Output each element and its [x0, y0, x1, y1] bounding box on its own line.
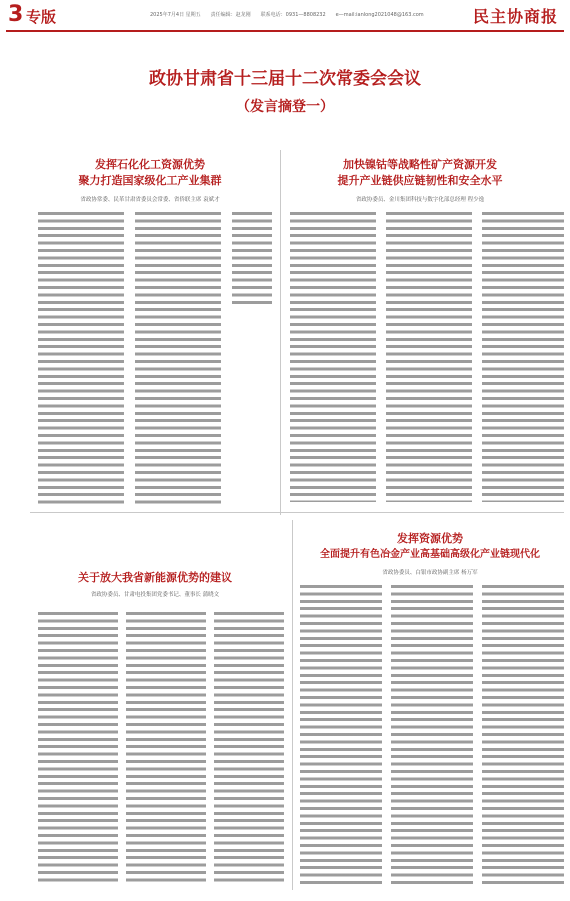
- article-1-body-column-3: [232, 212, 272, 308]
- article-3-title: 关于放大我省新能源优势的建议: [78, 571, 232, 584]
- page-subtitle: （发言摘登一）: [236, 99, 334, 115]
- article-2-title-line-1: 加快镍钴等战略性矿产资源开发: [343, 158, 497, 171]
- article-4-title-line-2: 全面提升有色冶金产业高基础高级化产业链现代化: [320, 549, 540, 560]
- column-divider: [280, 150, 281, 515]
- article-3-body-column-3: [214, 612, 284, 884]
- article-1-body-column-2: [135, 212, 221, 504]
- article-4-byline: 省政协委员、白银市政协副主席 杨万军: [382, 570, 478, 576]
- masthead-logo: 民主协商报: [472, 7, 558, 26]
- article-4-title-line-1: 发挥资源优势: [397, 532, 463, 545]
- article-2-title-line-2: 提升产业链供应链韧性和安全水平: [337, 174, 503, 187]
- section-label: 专版: [26, 8, 57, 26]
- page-number: 3: [8, 2, 24, 27]
- article-3-body-column-2: [126, 612, 206, 884]
- article-4-body-column-1: [300, 585, 382, 885]
- article-1-title-line-1: 发挥石化化工资源优势: [95, 158, 205, 171]
- article-4-body-column-3: [482, 585, 564, 885]
- article-2-body-column-3: [482, 212, 564, 502]
- column-divider-bottom: [292, 520, 293, 890]
- article-3-byline: 省政协委员、甘肃电投集团党委书记、董事长 蒲晓文: [90, 592, 220, 598]
- section-divider: [30, 512, 564, 513]
- article-2-body-column-2: [386, 212, 472, 502]
- article-1-title-line-2: 聚力打造国家级化工产业集群: [78, 174, 222, 187]
- page-title: 政协甘肃省十三届十二次常委会会议: [149, 69, 421, 89]
- article-2-byline: 省政协委员、金川集团科技与数字化部总经理 程少逸: [355, 197, 485, 203]
- article-2-body-column-1: [290, 212, 376, 502]
- article-1-byline: 省政协常委、民革甘肃省委员会常委、省侨联主席 袁斌才: [80, 197, 220, 203]
- article-1-body-column-1: [38, 212, 124, 504]
- article-3-body-column-1: [38, 612, 118, 884]
- header-rule: [6, 30, 564, 32]
- page-header: [0, 0, 570, 32]
- header-meta: 2025年7月4日 星期五 责任编辑：赵龙刚 联系电话：0931—8808232 e—mail:ianlong2021048@163.com: [150, 12, 424, 18]
- article-4-body-column-2: [391, 585, 473, 885]
